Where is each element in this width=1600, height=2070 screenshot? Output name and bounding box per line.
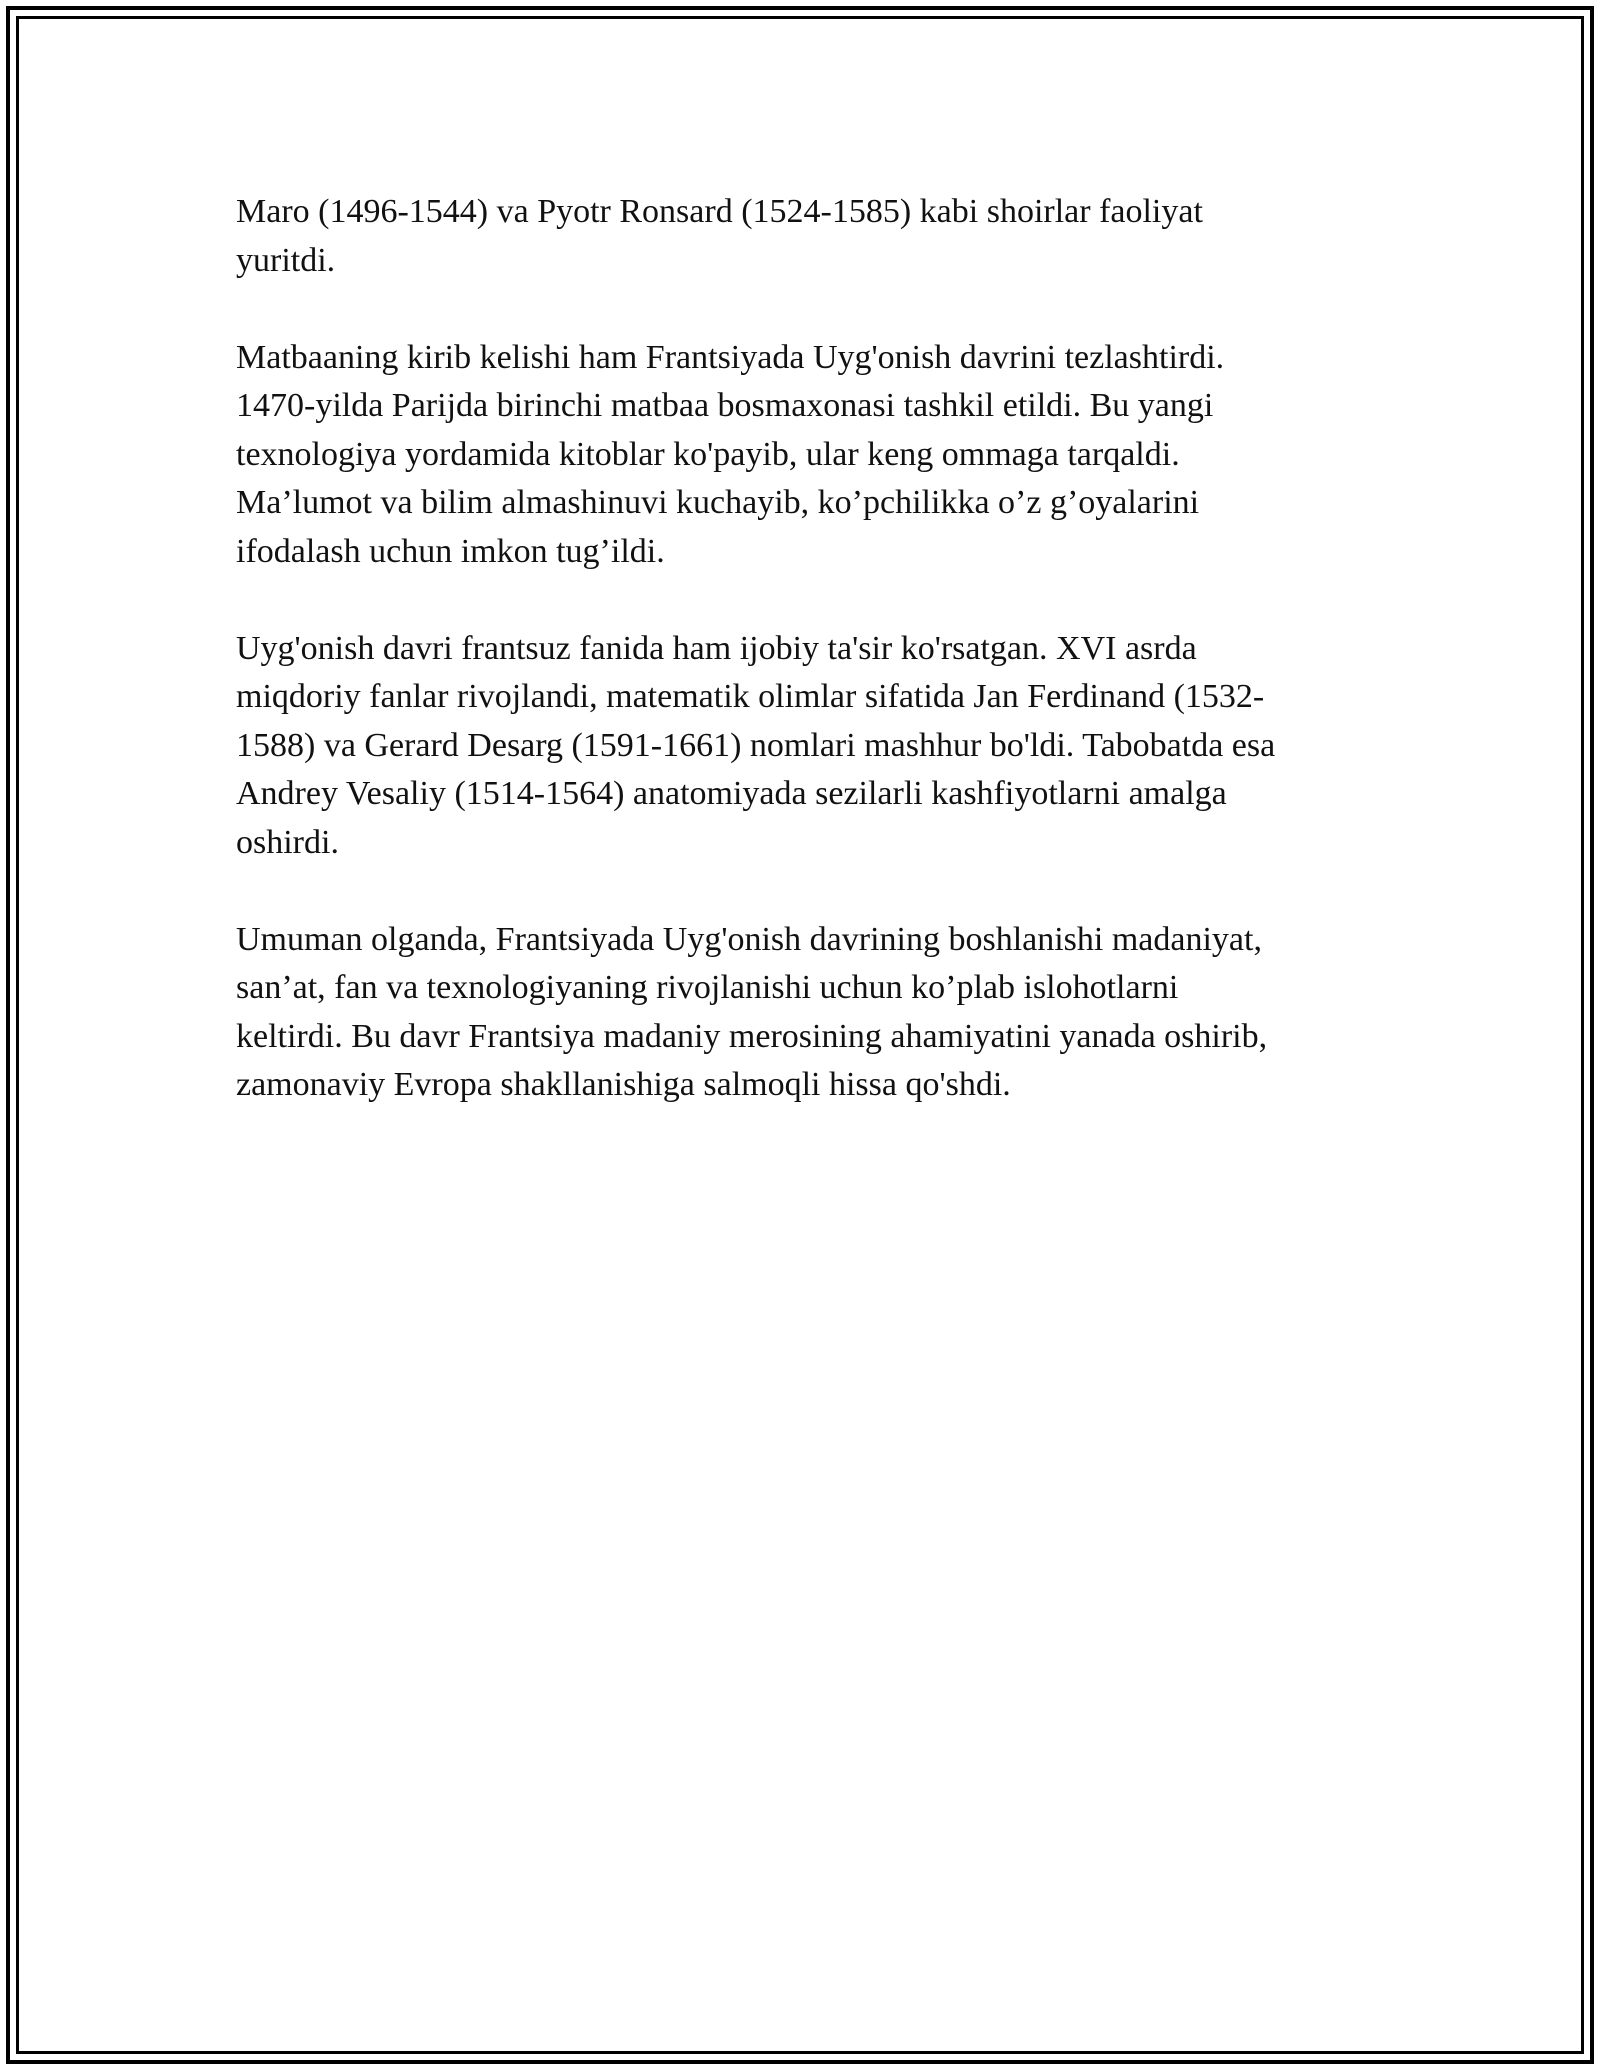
text-line: ifodalash uchun imkon tug’ildi. [236,532,665,570]
text-line: keltirdi. Bu davr Frantsiya madaniy merosining ahamiyatini yanada oshirib, [236,1017,1268,1055]
text-line: Matbaaning kirib kelishi ham Frantsiyada Uyg'onish davrini tezlashtirdi. [236,338,1225,376]
paragraph-2 [236,334,1376,577]
text-line: Umuman olganda, Frantsiyada Uyg'onish davrining boshlanishi madaniyat, [236,920,1262,958]
text-line: Andrey Vesaliy (1514-1564) anatomiyada sezilarli kashfiyotlarni amalga [236,775,1227,812]
text-line: 1588) va Gerard Desarg (1591-1661) nomlari mashhur bo'ldi. Tabobatda esa [236,726,1276,764]
paragraph-4 [236,916,1376,1110]
text-line: Ma’lumot va bilim almashinuvi kuchayib, ko’pchilikka o’z g’oyalarini [236,484,1200,521]
paragraph-1 [236,188,1376,285]
text-line: yuritdi. [236,241,336,279]
text-line: Uyg'onish davri frantsuz fanida ham ijobiy ta'sir ko'rsatgan. XVI asrda [236,629,1197,667]
text-line: texnologiya yordamida kitoblar ko'payib, ular keng ommaga tarqaldi. [236,435,1180,473]
document-body [236,188,1376,1158]
paragraph-3 [236,625,1376,868]
text-line: oshirdi. [236,823,339,861]
text-line: 1470-yilda Parijda birinchi matbaa bosmaxonasi tashkil etildi. Bu yangi [236,387,1214,424]
text-line: Maro (1496-1544) va Pyotr Ronsard (1524-1585) kabi shoirlar faoliyat [236,193,1203,230]
text-line: miqdoriy fanlar rivojlandi, matematik olimlar sifatida Jan Ferdinand (1532- [236,678,1265,715]
text-line: zamonaviy Evropa shakllanishiga salmoqli hissa qo'shdi. [236,1066,1011,1103]
text-line: san’at, fan va texnologiyaning rivojlanishi uchun ko’plab islohotlarni [236,969,1179,1006]
